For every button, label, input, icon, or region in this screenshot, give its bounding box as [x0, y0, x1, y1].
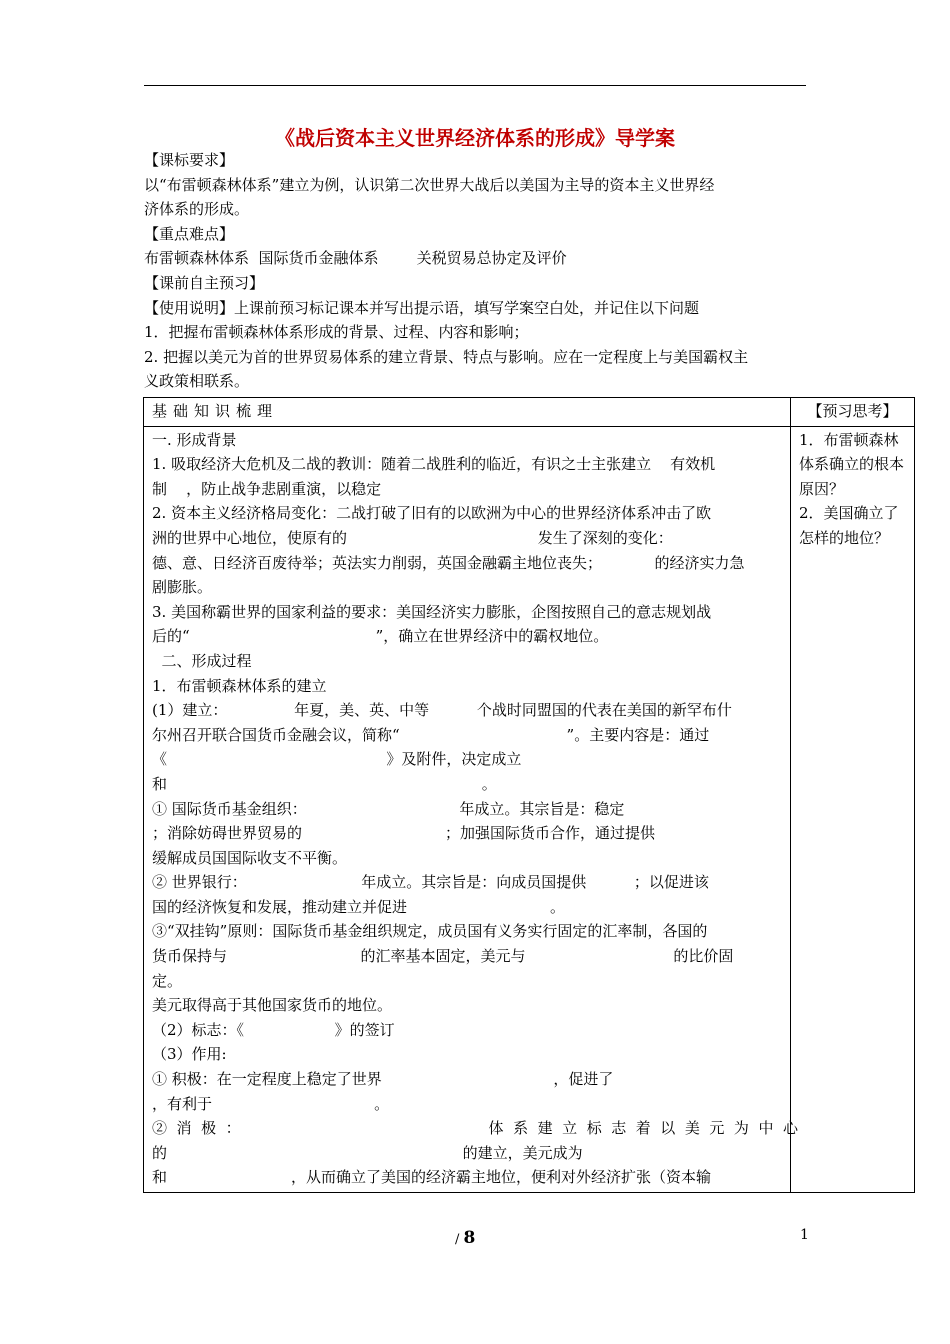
document-title: 《战后资本主义世界经济体系的形成》导学案 — [275, 126, 675, 150]
intro-line: 义政策相联系。 — [144, 372, 250, 391]
content-line: ；消除妨碍世界贸易的 ；加强国际货币合作，通过提供 — [152, 824, 656, 843]
content-line: 3. 美国称霸世界的国家利益的要求：美国经济实力膨胀，企图按照自己的意志规划战 — [152, 602, 712, 621]
content-line: 2. 资本主义经济格局变化：二战打破了旧有的以欧洲为中心的世界经济体系冲击了欧 — [152, 504, 712, 523]
preview-questions — [791, 426, 915, 1192]
content-line: 的 的建立，美元成为 — [152, 1143, 583, 1162]
preview-question: 1．布雷顿森林体系确立的根本原因？ — [799, 430, 905, 498]
intro-line: 【重点难点】 — [144, 224, 235, 243]
content-line: ，有利于 。 — [152, 1094, 390, 1113]
content-line: 二、形成过程 — [152, 651, 252, 670]
header-knowledge: 基础知识梳理 — [144, 398, 791, 427]
content-line: 定。 — [152, 971, 183, 990]
page-total-count: 8 — [463, 1228, 476, 1248]
knowledge-content — [144, 426, 798, 1192]
content-line: 1．布雷顿森林体系的建立 — [152, 676, 327, 695]
intro-line: 【使用说明】上课前预习标记课本并写出提示语，填写学案空白处，并记住以下问题 — [144, 298, 700, 317]
content-line: 德、意、日经济百废待举；英法实力削弱，英国金融霸主地位丧失； 的经济实力急 — [152, 553, 745, 572]
intro-line: 以“布雷顿森林体系”建立为例，认识第二次世界大战后以美国为主导的资本主义世界经 — [144, 175, 715, 194]
content-line: ① 积极：在一定程度上稳定了世界 ，促进了 — [152, 1070, 614, 1089]
content-line: 美元取得高于其他国家货币的地位。 — [152, 996, 393, 1015]
content-line: ② 世界银行： 年成立。其宗旨是：向成员国提供 ；以促进该 — [152, 873, 709, 892]
content-line: （2）标志：《 》的签订 — [152, 1020, 395, 1039]
header-rule — [144, 85, 806, 86]
content-line: （3）作用: — [152, 1045, 227, 1064]
content-line: 制 ，防止战争悲剧重演，以稳定 — [152, 479, 382, 498]
intro-section — [144, 148, 806, 394]
content-line: 国的经济恢复和发展，推动建立并促进 。 — [152, 897, 566, 916]
content-line: 《 》及附件，决定成立 — [152, 750, 522, 769]
content-line: 后的“ ”，确立在世界经济中的霸权地位。 — [152, 627, 609, 646]
content-line: 和 ，从而确立了美国的经济霸主地位，便利对外经济扩张（资本输 — [152, 1168, 711, 1187]
content-line: 尔州召开联合国货币金融会议，简称“ ”。主要内容是：通过 — [152, 725, 710, 744]
intro-line: 1．把握布雷顿森林体系形成的背景、过程、内容和影响； — [144, 323, 529, 342]
content-line: ② 消 极 ： 体 系 建 立 标 志 着 以 美 元 为 中 心 — [152, 1119, 798, 1138]
content-line: 一. 形成背景 — [152, 430, 237, 449]
study-table — [143, 397, 915, 1193]
content-line: 洲的世界中心地位，使原有的 发生了深刻的变化： — [152, 528, 673, 547]
content-line: 和 。 — [152, 774, 497, 793]
page-total — [455, 1228, 475, 1248]
intro-line: 【课标要求】 — [144, 151, 235, 169]
content-line: 缓解成员国国际收支不平衡。 — [152, 848, 348, 867]
table-header-row — [144, 398, 915, 427]
content-line: ① 国际货币基金组织： 年成立。其宗旨是：稳定 — [152, 799, 625, 818]
intro-line: 布雷顿森林体系 国际货币金融体系 关税贸易总协定及评价 — [144, 249, 567, 268]
intro-line: 【课前自主预习】 — [144, 273, 265, 292]
header-preview: 【预习思考】 — [791, 398, 915, 427]
content-line: 剧膨胀。 — [152, 578, 213, 597]
content-line: 货币保持与 的汇率基本固定，美元与 的比价固 — [152, 947, 734, 966]
table-body-row — [144, 426, 915, 1192]
page-number: 1 — [800, 1227, 809, 1243]
intro-line: 2. 把握以美元为首的世界贸易体系的建立背景、特点与影响。应在一定程度上与美国霸权主 — [144, 347, 749, 366]
intro-line: 济体系的形成。 — [144, 200, 250, 219]
preview-question: 2．美国确立了怎样的地位？ — [799, 504, 899, 547]
content-line: 1. 吸取经济大危机及二战的教训：随着二战胜利的临近，有识之士主张建立 有效机 — [152, 455, 716, 474]
content-line: (1）建立： 年夏，美、英、中等 个战时同盟国的代表在美国的新罕布什 — [152, 701, 732, 720]
content-line: ③“双挂钩”原则：国际货币基金组织规定，成员国有义务实行固定的汇率制，各国的 — [152, 922, 708, 941]
page-total-slash: / — [455, 1232, 464, 1247]
